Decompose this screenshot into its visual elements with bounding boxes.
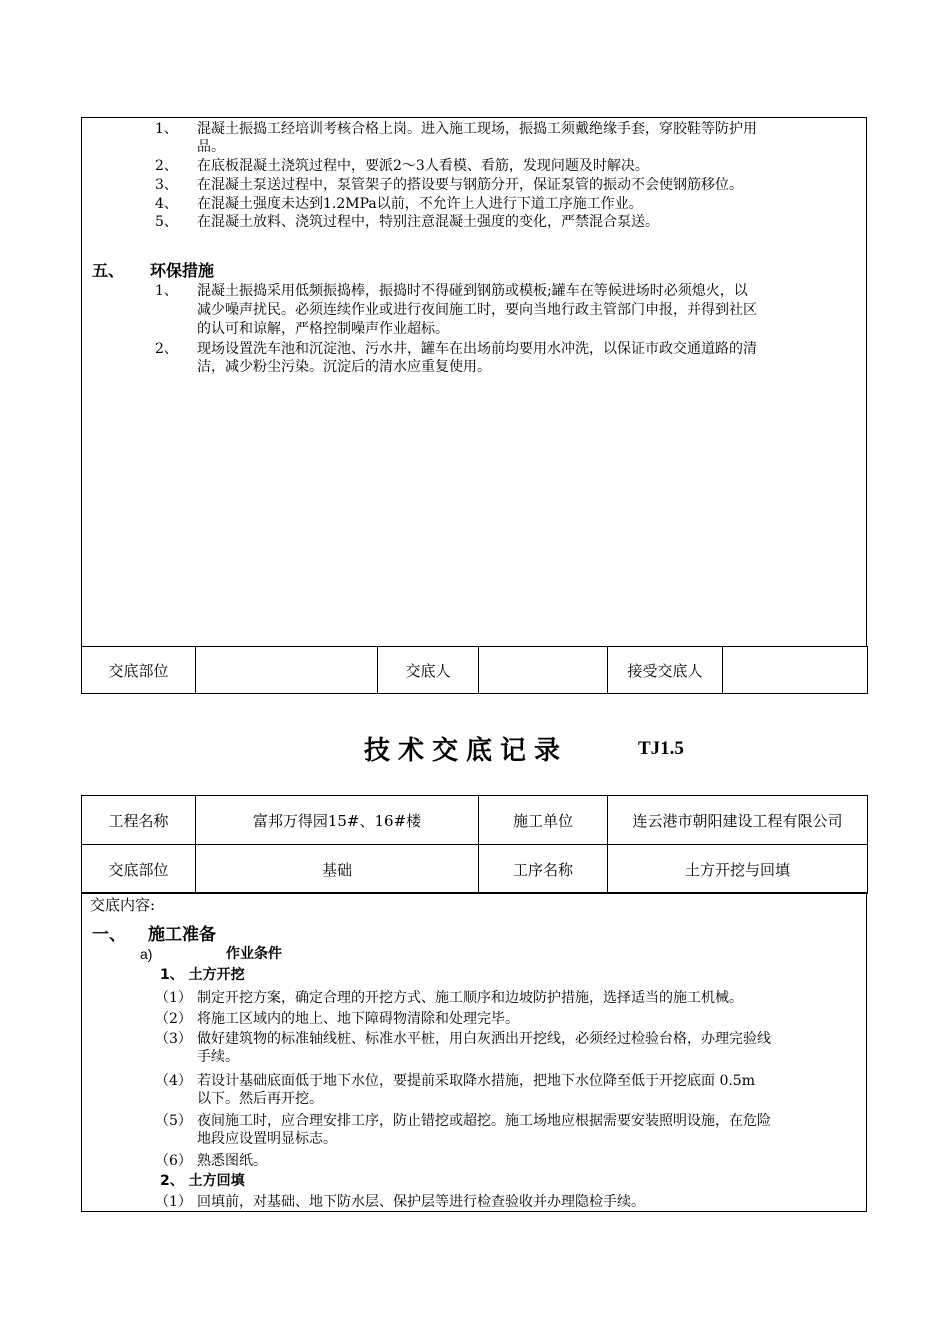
item-3-line-1: 在混凝土泵送过程中，泵管架子的搭设要与钢筋分开，保证泵管的振动不会使钢筋移位。 — [197, 177, 743, 193]
excavation-4-line-2: 以下。然后再开挖。 — [197, 1091, 323, 1107]
excavation-4-line-1: 若设计基础底面低于地下水位，要提前采取降水措施，把地下水位降至低于开挖底面 0.5m — [197, 1073, 755, 1089]
backfill-1-line-1: 回填前，对基础、地下防水层、保护层等进行检查验收并办理隐检手续。 — [197, 1194, 645, 1210]
item-2-num: 2、 — [155, 158, 178, 174]
record-title: 技术交底记录 — [364, 736, 569, 766]
content-intro: 交底内容: — [90, 896, 156, 914]
excavation-3-line-1: 做好建筑物的标准轴线桩、标准水平桩，用白灰洒出开挖线，必须经过检验台格，办理完验线 — [197, 1031, 771, 1047]
signoff-person-value[interactable] — [479, 647, 608, 694]
item-3-num: 3、 — [155, 177, 178, 193]
excavation-3-line-2: 手续。 — [197, 1049, 239, 1065]
item-5-line-1: 在混凝土放料、浇筑过程中，特别注意混凝土强度的变化，严禁混合泵送。 — [197, 214, 659, 230]
excavation-5-num: （5） — [155, 1113, 192, 1129]
project-name-value: 富邦万得园15#、16#楼 — [196, 796, 479, 845]
signoff-part-value[interactable] — [196, 647, 378, 694]
excavation-2-line-1: 将施工区域内的地上、地下障碍物清除和处理完毕。 — [197, 1011, 519, 1027]
excavation-5-line-1: 夜间施工时，应合理安排工序，防止错挖或超挖。施工场地应根据需要安装照明设施，在危险 — [197, 1113, 771, 1129]
item-4-num: 4、 — [155, 196, 178, 212]
backfill-1-num: （1） — [155, 1194, 192, 1210]
excavation-1-line-1: 制定开挖方案，确定合理的开挖方式、施工顺序和边坡防护措施，选择适当的施工机械。 — [197, 990, 743, 1006]
item-1-num: 1、 — [155, 121, 178, 137]
sub-a-title: 作业条件 — [226, 946, 282, 962]
excavation-6-num: （6） — [155, 1153, 192, 1169]
item-1-line-2: 品。 — [197, 139, 225, 155]
record-code: TJ1.5 — [638, 738, 684, 759]
item-4-line-1: 在混凝土强度未达到1.2MPa以前，不允许上人进行下道工序施工作业。 — [197, 196, 643, 212]
section-1-num: 一、 — [92, 925, 126, 945]
sub-a-num: a) — [140, 946, 153, 962]
section-5-title: 环保措施 — [150, 261, 215, 280]
signoff-person-label: 交底人 — [378, 647, 479, 694]
header-table — [81, 795, 868, 894]
env-item-1-num: 1、 — [155, 283, 178, 299]
env-item-1-line-3: 的认可和谅解，严格控制噪声作业超标。 — [197, 321, 449, 337]
excavation-5-line-2: 地段应设置明显标志。 — [197, 1131, 337, 1147]
excavation-6-line-1: 熟悉图纸。 — [197, 1153, 267, 1169]
part-value: 基础 — [196, 845, 479, 894]
signoff-table — [81, 646, 868, 694]
project-name-label: 工程名称 — [82, 796, 196, 845]
process-name-value: 土方开挖与回填 — [608, 845, 868, 894]
item-5-num: 5、 — [155, 214, 178, 230]
item-1-line-1: 混凝土振捣工经培训考核合格上岗。进入施工现场，振捣工须戴绝缘手套，穿胶鞋等防护用 — [197, 121, 757, 137]
excavation-1-num: （1） — [155, 990, 192, 1006]
section-1-title: 施工准备 — [148, 925, 216, 945]
excavation-3-num: （3） — [155, 1031, 192, 1047]
process-name-label: 工序名称 — [479, 845, 608, 894]
section-5-num: 五、 — [92, 261, 125, 280]
item-2-line-1: 在底板混凝土浇筑过程中，要派2～3人看模、看筋，发现问题及时解决。 — [197, 158, 649, 174]
env-item-1-line-2: 减少噪声扰民。必须连续作业或进行夜间施工时，要向当地行政主管部门申报，并得到社区 — [197, 302, 757, 318]
signoff-receiver-label: 接受交底人 — [608, 647, 723, 694]
sub-2-title: 2、 土方回填 — [160, 1173, 245, 1189]
construction-unit-value: 连云港市朝阳建设工程有限公司 — [608, 796, 868, 845]
excavation-2-num: （2） — [155, 1011, 192, 1027]
part-label: 交底部位 — [82, 845, 196, 894]
env-item-2-num: 2、 — [155, 341, 178, 357]
env-item-2-line-1: 现场设置洗车池和沉淀池、污水井，罐车在出场前均要用水冲洗，以保证市政交通道路的清 — [197, 341, 757, 357]
env-item-1-line-1: 混凝土振捣采用低频振捣棒，振捣时不得碰到钢筋或模板;罐车在等候进场时必须熄火，以 — [197, 283, 748, 299]
signoff-part-label: 交底部位 — [82, 647, 196, 694]
signoff-receiver-value[interactable] — [723, 647, 868, 694]
excavation-4-num: （4） — [155, 1073, 192, 1089]
sub-1-title: 1、 土方开挖 — [160, 967, 245, 983]
construction-unit-label: 施工单位 — [479, 796, 608, 845]
env-item-2-line-2: 洁，减少粉尘污染。沉淀后的清水应重复使用。 — [197, 359, 491, 375]
